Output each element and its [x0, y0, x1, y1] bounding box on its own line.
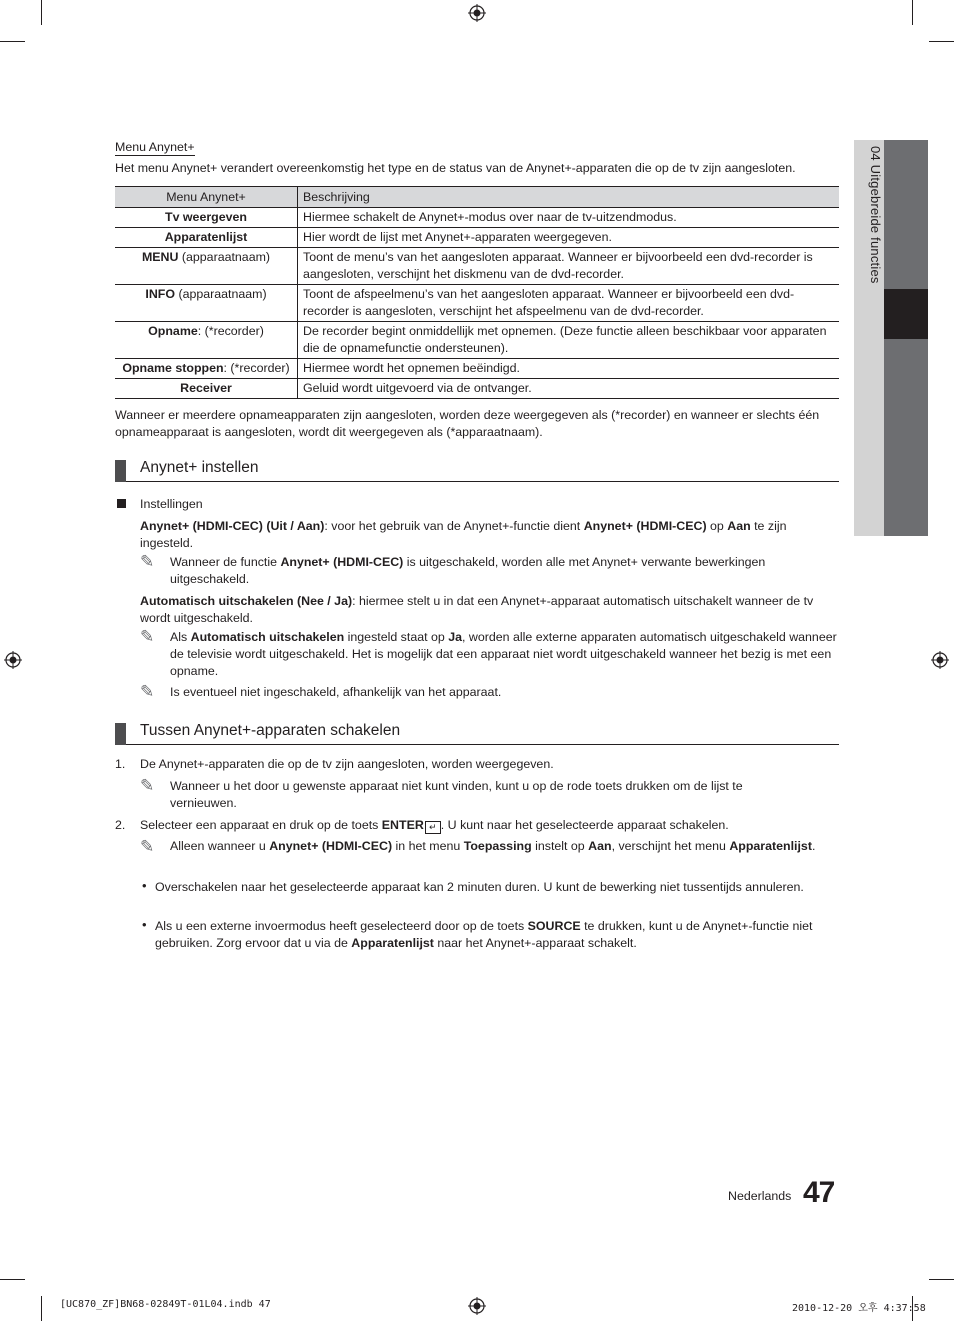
step-number: 1.: [115, 757, 126, 771]
section-title: Anynet+ instellen: [140, 459, 259, 476]
table-row: [115, 359, 839, 379]
registration-mark-icon: [468, 1297, 486, 1315]
menu-title: Menu Anynet+: [115, 140, 195, 154]
table-cell-description: De recorder begint onmiddellijk met opnemen. (Deze functie alleen beschikbaar voor apparaten die de opnamefunctie ondersteunen).: [298, 322, 840, 359]
crop-mark: [41, 0, 42, 25]
anynet-menu-table: [115, 186, 839, 399]
setting-label: Anynet+ (HDMI-CEC) (Uit / Aan): [140, 519, 325, 533]
recorder-note-paragraph: Wanneer er meerdere opnameapparaten zijn aangesloten, worden deze weergegeven als (*recorder) en wanneer er slechts één opnameapparaat is aangesloten, wordt dit weergegeven als (*apparaatnaam).: [115, 408, 820, 439]
enter-key-icon: ↵: [425, 821, 441, 834]
table-cell-menu: Apparatenlijst: [115, 228, 298, 248]
footer-language: Nederlands: [728, 1189, 792, 1203]
note-apparatenlijst: Alleen wanneer u Anynet+ (HDMI-CEC) in het menu Toepassing instelt op Aan, verschijnt het menu Apparatenlijst.: [170, 839, 816, 853]
crop-mark: [929, 41, 954, 42]
bullet-dot-icon: •: [142, 917, 147, 932]
crop-mark: [0, 41, 25, 42]
crop-mark: [912, 0, 913, 25]
table-row: [115, 285, 839, 322]
table-row: [115, 248, 839, 285]
table-cell-description: Hiermee schakelt de Anynet+-modus over naar de tv-uitzendmodus.: [298, 208, 840, 228]
table-row: [115, 208, 839, 228]
pencil-note-icon: ✎: [140, 552, 155, 571]
registration-mark-icon: [468, 4, 486, 22]
crop-mark: [41, 1296, 42, 1321]
section-header-anynet-instellen: [115, 459, 839, 482]
crop-mark: [0, 1279, 25, 1280]
pencil-note-icon: ✎: [140, 837, 155, 856]
table-cell-description: Hiermee wordt het opnemen beëindigd.: [298, 359, 840, 379]
table-row: [115, 379, 839, 399]
registration-mark-icon: [931, 651, 949, 669]
table-cell-menu: INFO (apparaatnaam): [115, 285, 298, 322]
note-hdmi-cec-off: Wanneer de functie Anynet+ (HDMI-CEC) is uitgeschakeld, worden alle met Anynet+ verwante bewerkingen uitgeschakeld.: [170, 555, 766, 586]
setting-anynet-hdmi-cec: Anynet+ (HDMI-CEC) (Uit / Aan): voor het gebruik van de Anynet+-functie dient Anynet+ (HDMI-CEC) op Aan te zijn ingesteld.: [140, 519, 787, 550]
section-bar: [115, 460, 126, 482]
side-tab-label: 04 Uitgebreide functies: [868, 146, 883, 284]
bullet-dot-icon: •: [142, 878, 147, 893]
imprint-timestamp: 2010-12-20 오후 4:37:58: [792, 1303, 926, 1314]
section-bar: [115, 723, 126, 745]
table-cell-menu: Opname: (*recorder): [115, 322, 298, 359]
bullet-two-minutes: Overschakelen naar het geselecteerde apparaat kan 2 minuten duren. U kunt de bewerking niet tussentijds annuleren.: [155, 880, 804, 894]
table-cell-menu: MENU (apparaatnaam): [115, 248, 298, 285]
setting-label: Automatisch uitschakelen (Nee / Ja): [140, 594, 353, 608]
menu-description: Het menu Anynet+ verandert overeenkomstig het type en de status van de Anynet+-apparaten die op de tv zijn aangesloten.: [115, 161, 796, 175]
table-cell-menu: Tv weergeven: [115, 208, 298, 228]
page-number: 47: [803, 1176, 835, 1209]
section-header-schakelen: [115, 722, 839, 745]
table-cell-description: Toont de menu’s van het aangesloten apparaat. Wanneer er bijvoorbeeld een dvd-recorder is aangesloten, verschijnt het diskmenu van de dvd-recorder.: [298, 248, 840, 285]
pencil-note-icon: ✎: [140, 627, 155, 646]
note-device-dependent: Is eventueel niet ingeschakeld, afhankelijk van het apparaat.: [170, 685, 502, 699]
section-title: Tussen Anynet+-apparaten schakelen: [140, 722, 401, 739]
table-cell-menu: Opname stoppen: (*recorder): [115, 359, 298, 379]
note-auto-off: Als Automatisch uitschakelen ingesteld staat op Ja, worden alle externe apparaten automatisch uitgeschakeld wanneer de televisie wordt uitgeschakeld. Het is mogelijk dat een apparaat niet wordt uitgeschakeld wanneer het bezig is met een opname.: [170, 630, 837, 678]
table-header-row: [115, 187, 839, 208]
table-header-menu: Menu Anynet+: [115, 187, 298, 208]
step-number: 2.: [115, 818, 126, 832]
square-bullet-icon: [117, 499, 126, 508]
step-2-text: Selecteer een apparaat en druk op de toets ENTER ↵ . U kunt naar het geselecteerde apparaat schakelen.: [140, 818, 729, 832]
table-cell-description: Toont de afspeelmenu’s van het aangesloten apparaat. Wanneer er bijvoorbeeld een dvd-recorder is aangesloten, verschijnt het afspeelmenu van de dvd-recorder.: [298, 285, 840, 322]
table-cell-description: Hier wordt de lijst met Anynet+-apparaten weergegeven.: [298, 228, 840, 248]
side-tab-active-marker: [884, 289, 928, 339]
registration-mark-icon: [4, 651, 22, 669]
setting-automatisch-uitschakelen: Automatisch uitschakelen (Nee / Ja): hiermee stelt u in dat een Anynet+-apparaat automatisch uitschakelt wanneer de tv wordt uitgeschakeld.: [140, 594, 814, 625]
step-1-text: De Anynet+-apparaten die op de tv zijn aangesloten, worden weergegeven.: [140, 757, 554, 771]
pencil-note-icon: ✎: [140, 776, 155, 795]
table-cell-menu: Receiver: [115, 379, 298, 399]
table-row: [115, 228, 839, 248]
note-red-button: Wanneer u het door u gewenste apparaat niet kunt vinden, kunt u op de rode toets drukken om de lijst te vernieuwen.: [170, 779, 743, 810]
subhead-instellingen: Instellingen: [140, 497, 203, 511]
table-row: [115, 322, 839, 359]
bullet-source-key: Als u een externe invoermodus heeft geselecteerd door op de toets SOURCE te drukken, kunt u de Anynet+-functie niet gebruiken. Zorg ervoor dat u via de Apparatenlijst naar het Anynet+-apparaat schakelt.: [155, 919, 813, 950]
table-body: [115, 208, 839, 399]
crop-mark: [929, 1279, 954, 1280]
pencil-note-icon: ✎: [140, 682, 155, 701]
table-cell-description: Geluid wordt uitgevoerd via de ontvanger.: [298, 379, 840, 399]
table-header-description: Beschrijving: [298, 187, 840, 208]
imprint-file: [UC870_ZF]BN68-02849T-01L04.indb 47: [60, 1299, 271, 1310]
